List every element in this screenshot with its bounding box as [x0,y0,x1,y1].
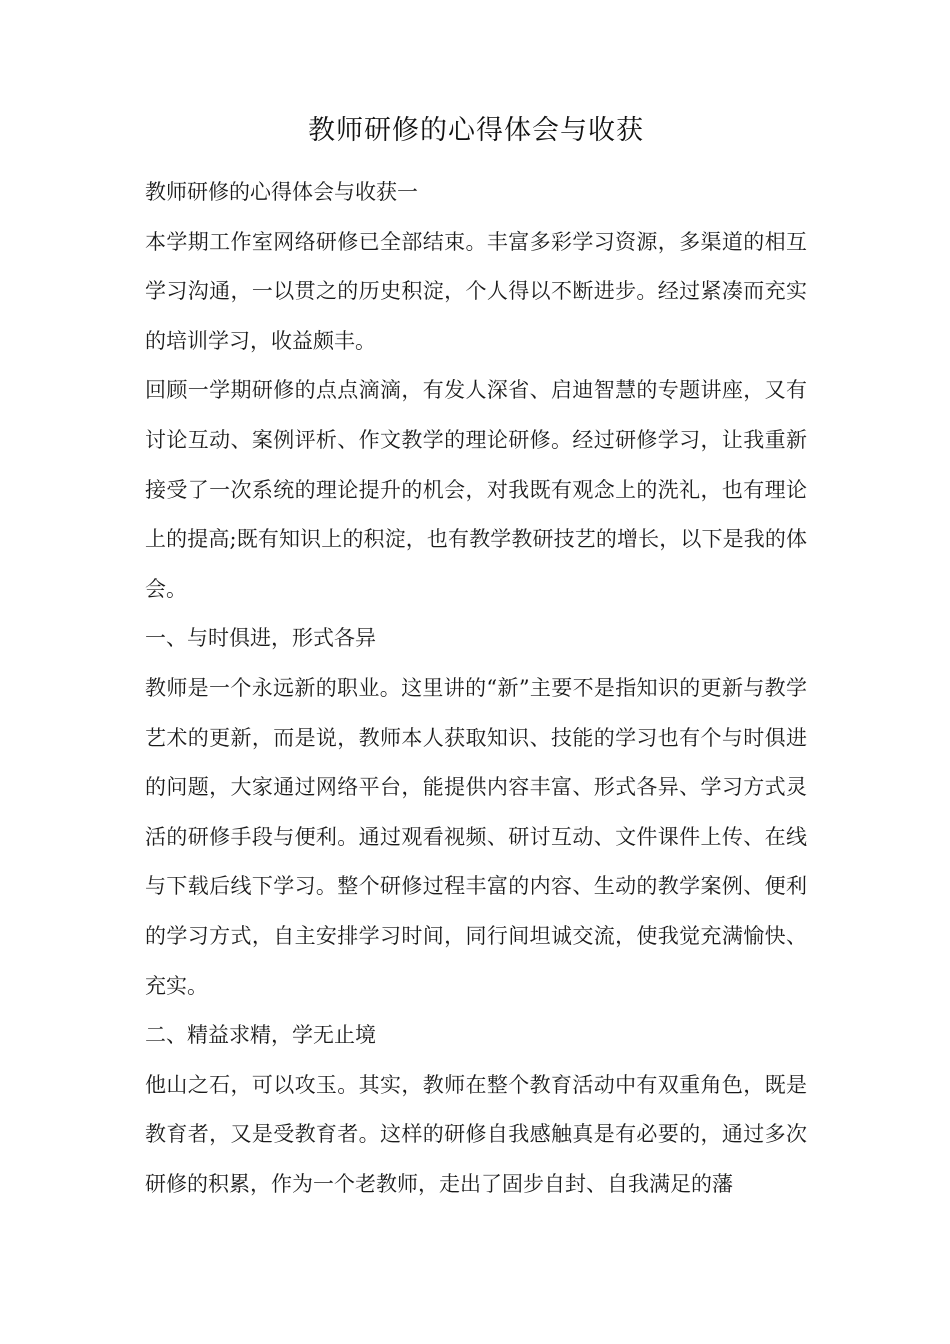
section-text-1: 教师是一个永远新的职业。这里讲的“新”主要不是指知识的更新与教学艺术的更新，而是说，教师本人获取知识、技能的学习也有个与时俱进的问题，大家通过网络平台，能提供内容丰富、形式各异、学习方式灵活的研修手段与便利。通过观看视频、研讨互动、文件课件上传、在线与下载后线下学习。整个研修过程丰富的内容、生动的教学案例、便利的学习方式，自主安排学习时间，同行间坦诚交流，使我觉充满愉快、充实。 [145,675,807,998]
section-heading-1: 一、与时俱进，形式各异 [145,626,376,651]
document-body [145,106,807,1209]
section-text-2: 他山之石，可以攻玉。其实，教师在整个教育活动中有双重角色，既是教育者，又是受教育者。这样的研修自我感触真是有必要的，通过多次研修的积累，作为一个老教师，走出了固步自封、自我满足的藩 [145,1072,807,1196]
paragraph-review: 回顾一学期研修的点点滴滴，有发人深省、启迪智慧的专题讲座，又有讨论互动、案例评析、作文教学的理论研修。经过研修学习，让我重新接受了一次系统的理论提升的机会，对我既有观念上的洗礼，也有理论上的提高;既有知识上的积淀，也有教学教研技艺的增长，以下是我的体会。 [145,378,807,601]
document-subtitle: 教师研修的心得体会与收获一 [145,180,418,204]
paragraph-intro: 本学期工作室网络研修已全部结束。丰富多彩学习资源，多渠道的相互学习沟通，一以贯之的历史积淀，个人得以不断进步。经过紧凑而充实的培训学习，收益颇丰。 [145,229,807,353]
section-heading-2: 二、精益求精，学无止境 [145,1023,376,1048]
document-title: 教师研修的心得体会与收获 [308,115,644,146]
